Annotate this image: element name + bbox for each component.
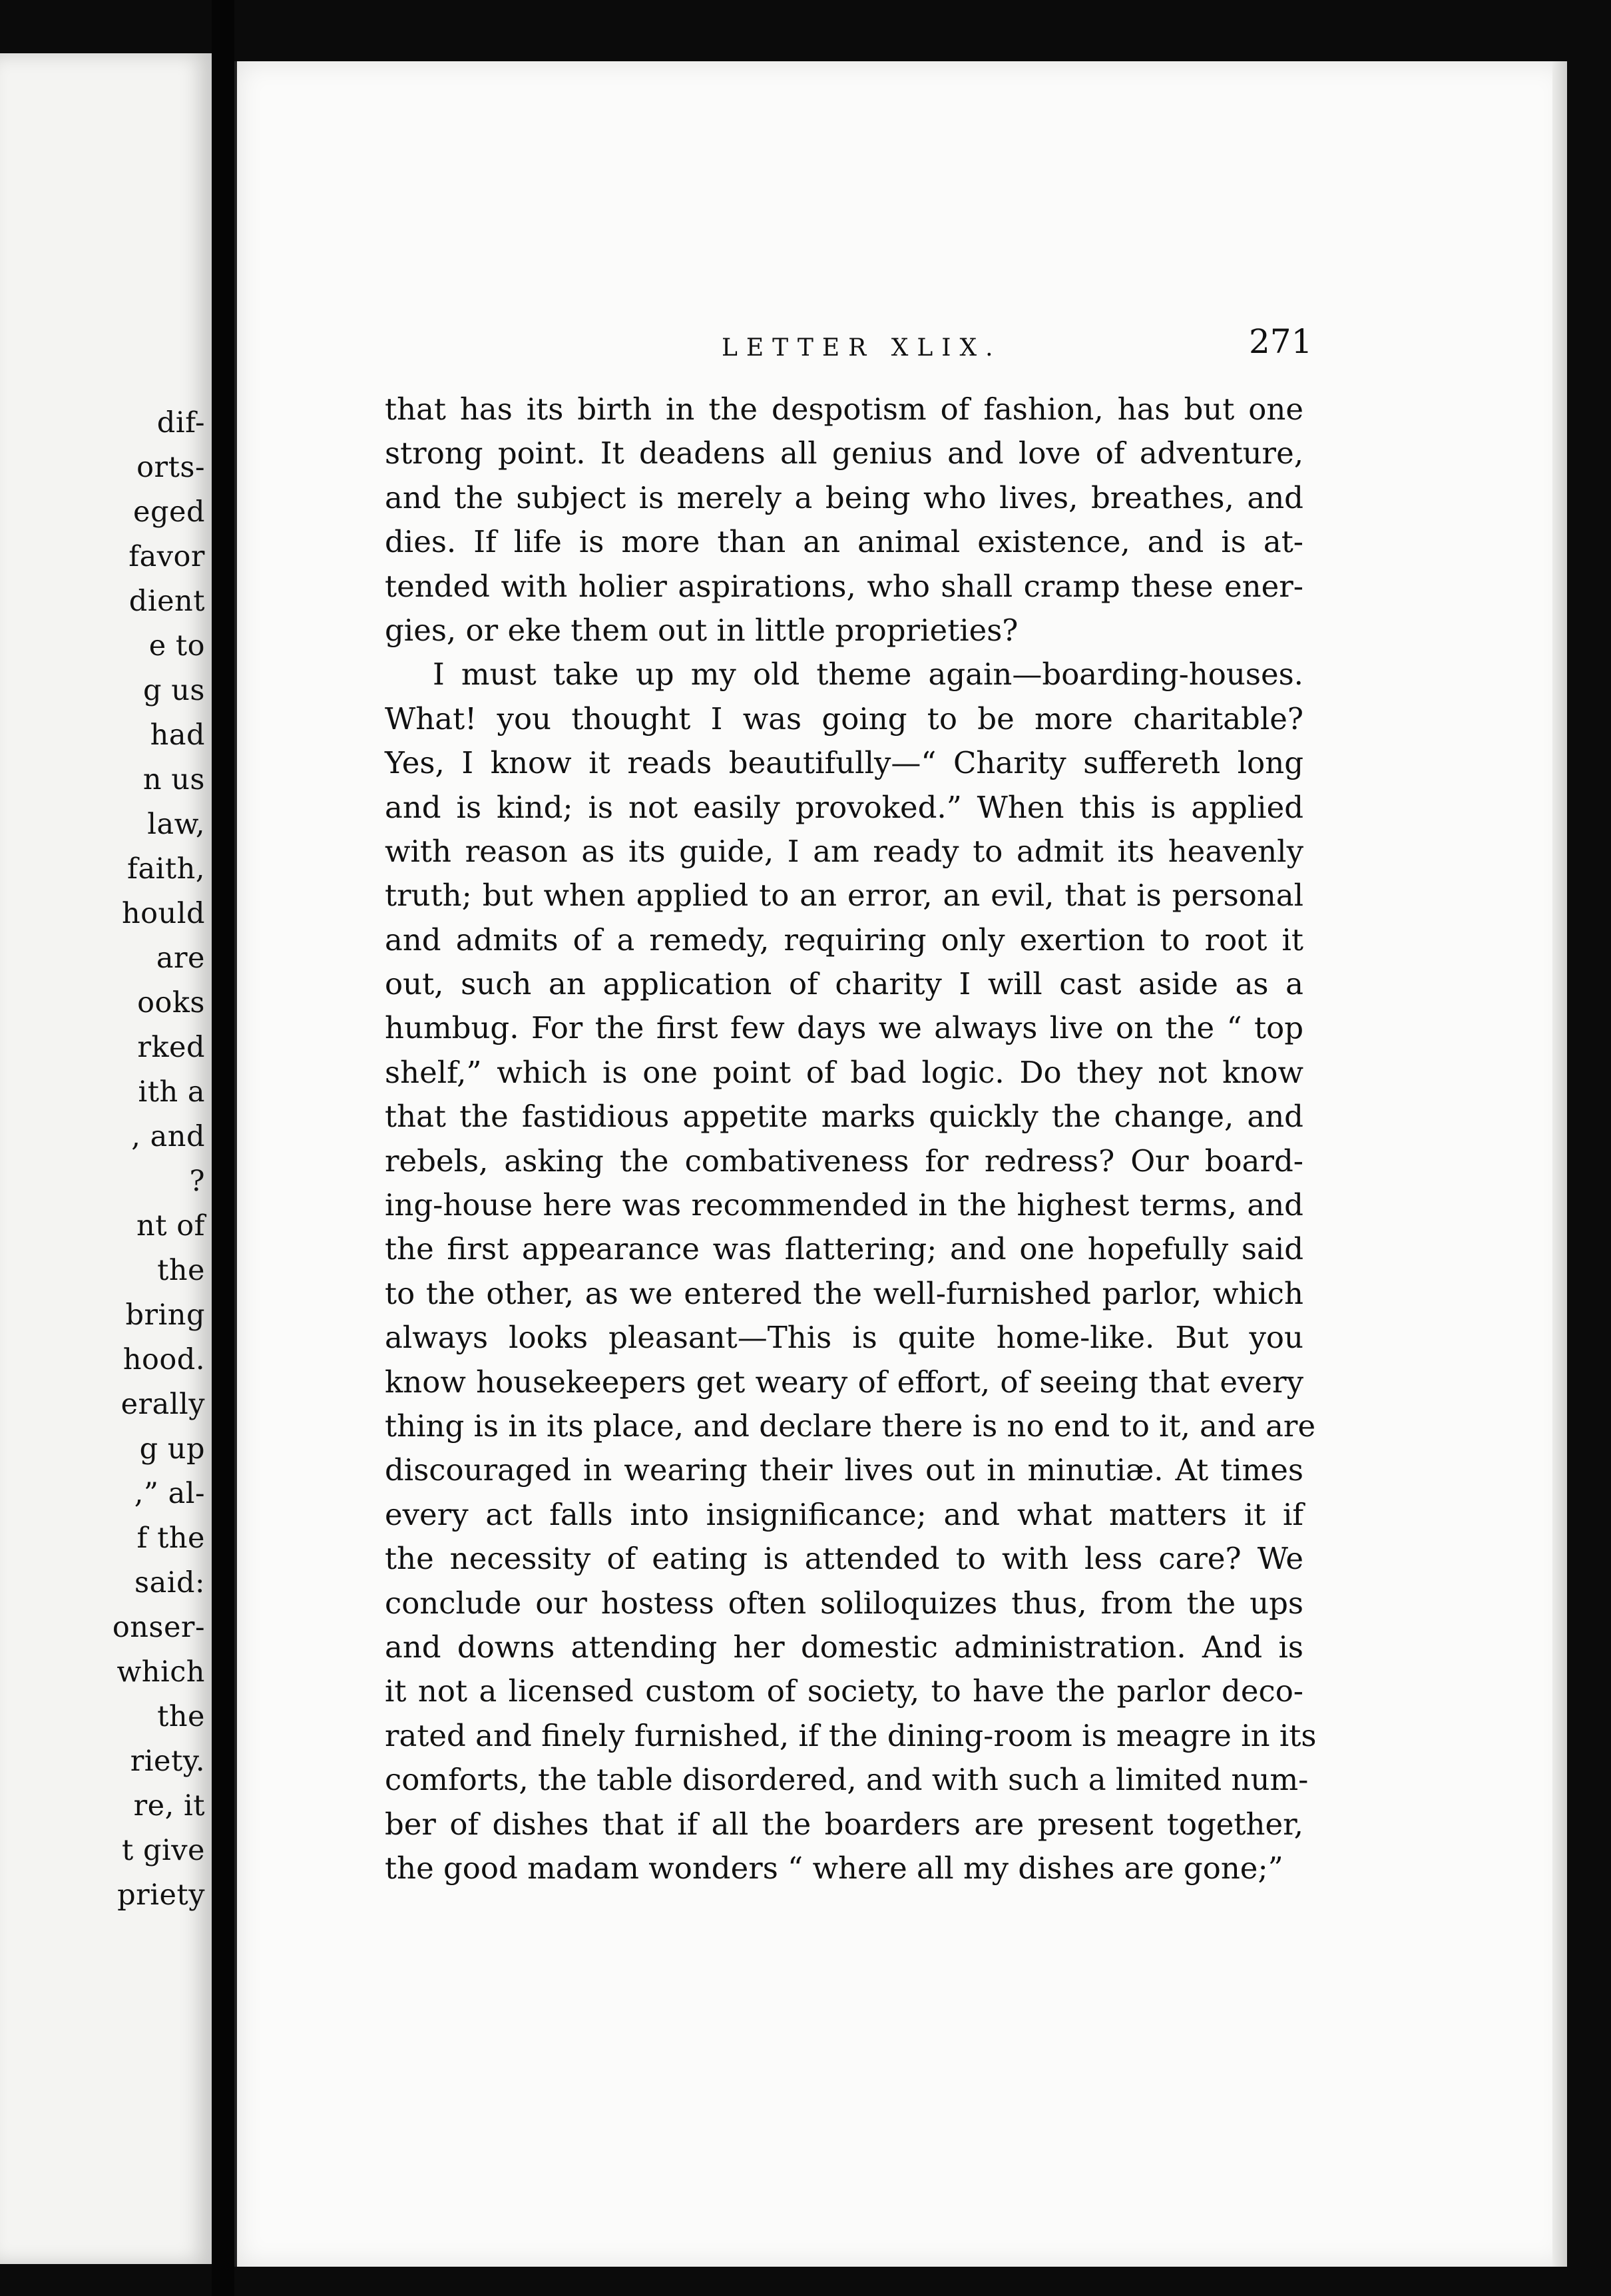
text-line: that has its birth in the despotism of fashion, has but one (385, 392, 1303, 427)
text-line: that the fastidious appetite marks quickly the change, and (385, 1099, 1303, 1135)
text-line: humbug. For the first few days we always live on the “ top (385, 1010, 1303, 1046)
text-line: the good madam wonders “ where all my dishes are gone;” (385, 1850, 1283, 1886)
text-line: truth; but when applied to an error, an evil, that is personal (385, 878, 1303, 914)
text-line: it not a licensed custom of society, to have the parlor deco- (385, 1673, 1303, 1709)
text-line: the first appearance was flattering; and one hopefully said (385, 1231, 1303, 1267)
text-line: always looks pleasant—This is quite home-like. But you (385, 1320, 1303, 1356)
left-page-line: orts- (136, 451, 205, 484)
text-line: gies, or eke them out in little proprieties? (385, 612, 1019, 648)
running-head: LETTER XLIX. (722, 334, 1002, 362)
left-page-line: hould (121, 897, 205, 930)
text-line: strong point. It deadens all genius and love of adventure, (385, 435, 1303, 471)
left-page-line: the (157, 1700, 205, 1733)
text-line: every act falls into insignificance; and what matters it if (385, 1496, 1303, 1532)
text-line: comforts, the table disordered, and with such a limited num- (385, 1762, 1309, 1798)
text-line: ing-house here was recommended in the highest terms, and (385, 1187, 1303, 1223)
left-page-line: onser- (112, 1611, 205, 1644)
left-page-line: dif- (156, 406, 205, 439)
text-line: ber of dishes that if all the boarders are present together, (385, 1806, 1303, 1842)
left-page-line: favor (128, 540, 205, 573)
left-page-line: the (157, 1254, 205, 1287)
left-page-line: faith, (127, 852, 205, 886)
text-line: the necessity of eating is attended to with less care? We (385, 1541, 1303, 1577)
text-line: What! you thought I was going to be more charitable? (385, 701, 1303, 736)
left-page-line: n us (142, 763, 205, 796)
left-page-line: ith a (138, 1075, 205, 1109)
text-line: tended with holier aspirations, who shall cramp these ener- (385, 568, 1303, 604)
text-line: rebels, asking the combativeness for redress? Our board- (385, 1143, 1303, 1179)
text-line: Yes, I know it reads beautifully—“ Charity suffereth long (385, 745, 1303, 781)
text-line: and is kind; is not easily provoked.” When this is applied (385, 789, 1303, 825)
left-page-line: ooks (137, 986, 205, 1019)
left-page-line: which (116, 1655, 205, 1689)
text-line: to the other, as we entered the well-furnished parlor, which (385, 1275, 1303, 1311)
right-page (234, 61, 1567, 2267)
left-page-line: hood. (122, 1343, 205, 1376)
left-page-line: eged (133, 495, 205, 529)
text-line: discouraged in wearing their lives out in minutiæ. At times (385, 1452, 1303, 1488)
left-page-text (113, 401, 205, 1918)
page-edge (1552, 61, 1567, 2267)
left-page-line: bring (125, 1298, 205, 1332)
page-header (237, 322, 1567, 376)
text-line: rated and finely furnished, if the dining-room is meagre in its (385, 1717, 1317, 1753)
text-line: I must take up my old theme again—boarding-houses. (433, 657, 1303, 693)
left-page-line: said: (134, 1566, 205, 1599)
text-line: conclude our hostess often soliloquizes thus, from the ups (385, 1585, 1303, 1621)
text-line: thing is in its place, and declare there is no end to it, and are (385, 1408, 1316, 1444)
text-line: dies. If life is more than an animal existence, and is at- (385, 524, 1303, 560)
left-page-line: priety (117, 1878, 205, 1912)
text-line: and the subject is merely a being who lives, breathes, and (385, 479, 1303, 515)
left-page-line: f the (136, 1522, 205, 1555)
book-gutter (212, 0, 234, 2296)
text-line: out, such an application of charity I will cast aside as a (385, 966, 1303, 1002)
body-text (385, 388, 1317, 1890)
left-page-line: erally (120, 1388, 205, 1421)
left-page-line: riety. (130, 1745, 205, 1778)
left-page-line: g us (143, 674, 205, 707)
left-page-line: re, it (133, 1789, 205, 1823)
text-line: and downs attending her domestic administration. And is (385, 1629, 1303, 1665)
left-page-line: g up (139, 1432, 205, 1466)
left-page-line: ,” al- (134, 1477, 205, 1510)
text-line: with reason as its guide, I am ready to admit its heavenly (385, 833, 1303, 869)
left-page-line: dient (128, 585, 205, 618)
left-page-line: are (156, 942, 205, 975)
left-facing-page (0, 53, 212, 2264)
left-page-line: law, (147, 808, 205, 841)
page-number: 271 (1249, 322, 1313, 361)
text-line: shelf,” which is one point of bad logic. Do they not know (385, 1054, 1303, 1090)
left-page-line: nt of (136, 1209, 205, 1243)
text-line: and admits of a remedy, requiring only exertion to root it (385, 922, 1303, 958)
left-page-line: had (150, 718, 205, 752)
text-line: know housekeepers get weary of effort, of seeing that every (385, 1364, 1303, 1400)
left-page-line: ? (189, 1165, 205, 1198)
left-page-line: e to (148, 629, 205, 663)
left-page-line: t give (122, 1834, 205, 1867)
left-page-line: rked (137, 1031, 205, 1064)
left-page-line: , and (131, 1120, 205, 1153)
